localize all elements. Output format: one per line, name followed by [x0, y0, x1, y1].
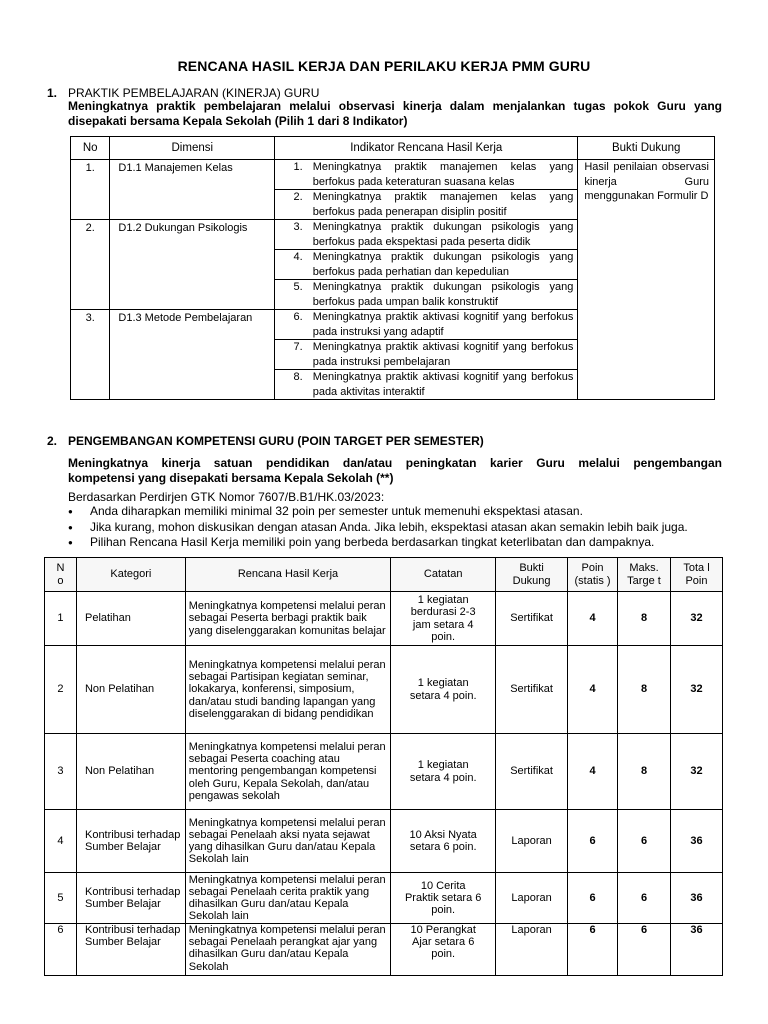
table-row — [45, 924, 723, 976]
table-row — [45, 873, 723, 924]
row-bukti-dukung: Laporan — [496, 810, 568, 873]
row-poin: 4 — [568, 646, 618, 734]
row-number: 3 — [45, 734, 77, 810]
header-maks-target: Maks. Targe t — [618, 558, 671, 592]
expectation-list — [68, 504, 688, 551]
row-catatan: 10 Perangkat Ajar setara 6 poin. — [391, 924, 496, 976]
row-bukti-dukung: Sertifikat — [496, 592, 568, 646]
header-catatan: Catatan — [391, 558, 496, 592]
list-item: ● Anda diharapkan memiliki minimal 32 poin per semester untuk memenuhi ekspektasi atasan. — [68, 504, 688, 520]
table-row — [45, 734, 723, 810]
row-rencana-hasil-kerja: Meningkatnya kompetensi melalui peran sebagai Penelaah perangkat ajar yang dihasilkan Guru dan/atau Kepala Sekolah — [185, 924, 390, 976]
dimension-name: D1.3 Metode Pembelajaran — [110, 310, 275, 400]
row-catatan: 1 kegiatan setara 4 poin. — [391, 646, 496, 734]
section2-description — [68, 456, 722, 486]
indicator-number: 4. — [275, 250, 313, 280]
header-dimensi: Dimensi — [110, 137, 275, 160]
indicator-number: 6. — [275, 310, 313, 340]
indicator-text: Meningkatnya praktik dukungan psikologis yang berfokus pada perhatian dan kepedulian — [313, 250, 578, 280]
row-bukti-dukung: Sertifikat — [496, 646, 568, 734]
row-poin: 6 — [568, 924, 618, 976]
regulation-basis: Berdasarkan Perdirjen GTK Nomor 7607/B.B1/HK.03/2023: — [68, 490, 385, 504]
row-rencana-hasil-kerja: Meningkatnya kompetensi melalui peran sebagai Partisipan kegiatan seminar, lokakarya, konferensi, simposium, dan/atau studi banding lapangan yang diselenggarakan di bidang pendidikan — [185, 646, 390, 734]
row-kategori: Non Pelatihan — [76, 734, 185, 810]
section1-description-line1: Meningkatnya praktik pembelajaran melalui observasi kinerja dalam menjalankan tugas pokok Guru yang — [68, 99, 722, 113]
row-maks-target: 8 — [618, 592, 671, 646]
dimension-name: D1.1 Manajemen Kelas — [110, 160, 275, 220]
header-indikator: Indikator Rencana Hasil Kerja — [275, 137, 578, 160]
section1-number: 1. — [47, 86, 58, 100]
row-maks-target: 8 — [618, 646, 671, 734]
table-header-row — [71, 137, 715, 160]
indicator-text: Meningkatnya praktik manajemen kelas yang berfokus pada penerapan disiplin positif — [313, 190, 578, 220]
row-total-poin: 32 — [670, 646, 722, 734]
row-maks-target: 8 — [618, 734, 671, 810]
indicator-number: 1. — [275, 160, 313, 190]
row-total-poin: 32 — [670, 592, 722, 646]
dimension-number: 3. — [71, 310, 110, 400]
table-row — [45, 810, 723, 873]
header-kategori: Kategori — [76, 558, 185, 592]
row-bukti-dukung: Sertifikat — [496, 734, 568, 810]
section1-title: PRAKTIK PEMBELAJARAN (KINERJA) GURU — [68, 86, 320, 100]
row-poin: 4 — [568, 592, 618, 646]
row-rencana-hasil-kerja: Meningkatnya kompetensi melalui peran sebagai Penelaah aksi nyata sejawat yang dihasilkan Guru dan/atau Kepala Sekolah lain — [185, 810, 390, 873]
row-poin: 4 — [568, 734, 618, 810]
indicator-text: Meningkatnya praktik aktivasi kognitif yang berfokus pada aktivitas interaktif — [313, 370, 578, 400]
section1-description — [68, 99, 722, 129]
row-rencana-hasil-kerja: Meningkatnya kompetensi melalui peran sebagai Penelaah cerita praktik yang dihasilkan Guru dan/atau Kepala Sekolah lain — [185, 873, 390, 924]
indicator-text: Meningkatnya praktik manajemen kelas yang berfokus pada keteraturan suasana kelas — [313, 160, 578, 190]
row-catatan: 1 kegiatan berdurasi 2-3 jam setara 4 poin. — [391, 592, 496, 646]
header-rencana-hasil-kerja: Rencana Hasil Kerja — [185, 558, 390, 592]
list-item: ● Pilihan Rencana Hasil Kerja memiliki poin yang berbeda berdasarkan tingkat keterlibatan dan dampaknya. — [68, 535, 688, 551]
indicator-number: 7. — [275, 340, 313, 370]
row-total-poin: 36 — [670, 810, 722, 873]
row-kategori: Kontribusi terhadap Sumber Belajar — [76, 873, 185, 924]
row-maks-target: 6 — [618, 873, 671, 924]
indicator-number: 8. — [275, 370, 313, 400]
table-row — [45, 646, 723, 734]
header-bukti-dukung: Bukti Dukung — [496, 558, 568, 592]
header-no: No — [71, 137, 110, 160]
row-total-poin: 32 — [670, 734, 722, 810]
row-maks-target: 6 — [618, 810, 671, 873]
section2-number: 2. — [47, 434, 58, 448]
row-number: 1 — [45, 592, 77, 646]
row-rencana-hasil-kerja: Meningkatnya kompetensi melalui peran sebagai Peserta berbagi praktik baik yang diselenggarakan komunitas belajar — [185, 592, 390, 646]
row-number: 4 — [45, 810, 77, 873]
indicator-text: Meningkatnya praktik aktivasi kognitif yang berfokus pada instruksi pembelajaran — [313, 340, 578, 370]
row-catatan: 10 Cerita Praktik setara 6 poin. — [391, 873, 496, 924]
header-no: N o — [45, 558, 77, 592]
dimension-name: D1.2 Dukungan Psikologis — [110, 220, 275, 310]
table-row — [71, 160, 715, 190]
row-kategori: Kontribusi terhadap Sumber Belajar — [76, 924, 185, 976]
row-bukti-dukung: Laporan — [496, 924, 568, 976]
section1-description-line2: disepakati bersama Kepala Sekolah (Pilih 1 dari 8 Indikator) — [68, 114, 408, 128]
list-item: ● Jika kurang, mohon diskusikan dengan atasan Anda. Jika lebih, ekspektasi atasan akan semakin lebih baik juga. — [68, 520, 688, 536]
table-header-row — [45, 558, 723, 592]
indicator-number: 2. — [275, 190, 313, 220]
row-number: 5 — [45, 873, 77, 924]
row-catatan: 10 Aksi Nyata setara 6 poin. — [391, 810, 496, 873]
header-poin: Poin (statis ) — [568, 558, 618, 592]
header-bukti-dukung: Bukti Dukung — [578, 137, 715, 160]
row-number: 2 — [45, 646, 77, 734]
bukti-dukung-text: Hasil penilaian observasi kinerja Guru menggunakan Formulir D — [578, 160, 715, 400]
indicator-number: 5. — [275, 280, 313, 310]
row-rencana-hasil-kerja: Meningkatnya kompetensi melalui peran sebagai Peserta coaching atau mentoring pengembangan kompetensi oleh Guru, Kepala Sekolah, dan/atau pengawas sekolah — [185, 734, 390, 810]
indicator-text: Meningkatnya praktik dukungan psikologis yang berfokus pada ekspektasi pada peserta didik — [313, 220, 578, 250]
row-total-poin: 36 — [670, 873, 722, 924]
row-bukti-dukung: Laporan — [496, 873, 568, 924]
row-poin: 6 — [568, 810, 618, 873]
indicator-number: 3. — [275, 220, 313, 250]
rhk-kinerja-table — [70, 136, 715, 400]
row-poin: 6 — [568, 873, 618, 924]
header-total-poin: Tota l Poin — [670, 558, 722, 592]
section2-title: PENGEMBANGAN KOMPETENSI GURU (POIN TARGET PER SEMESTER) — [68, 434, 484, 448]
dimension-number: 2. — [71, 220, 110, 310]
indicator-text: Meningkatnya praktik dukungan psikologis yang berfokus pada umpan balik konstruktif — [313, 280, 578, 310]
row-catatan: 1 kegiatan setara 4 poin. — [391, 734, 496, 810]
table-row — [45, 592, 723, 646]
section2-description-line2: kompetensi yang disepakati bersama Kepala Sekolah (**) — [68, 471, 394, 485]
row-kategori: Pelatihan — [76, 592, 185, 646]
row-total-poin: 36 — [670, 924, 722, 976]
indicator-text: Meningkatnya praktik aktivasi kognitif yang berfokus pada instruksi yang adaptif — [313, 310, 578, 340]
row-kategori: Non Pelatihan — [76, 646, 185, 734]
page-title: RENCANA HASIL KERJA DAN PERILAKU KERJA PMM GURU — [177, 58, 591, 74]
kompetensi-table — [44, 557, 723, 976]
row-maks-target: 6 — [618, 924, 671, 976]
row-number: 6 — [45, 924, 77, 976]
row-kategori: Kontribusi terhadap Sumber Belajar — [76, 810, 185, 873]
dimension-number: 1. — [71, 160, 110, 220]
section2-description-line1: Meningkatnya kinerja satuan pendidikan dan/atau peningkatan karier Guru melalui pengembangan — [68, 456, 722, 470]
